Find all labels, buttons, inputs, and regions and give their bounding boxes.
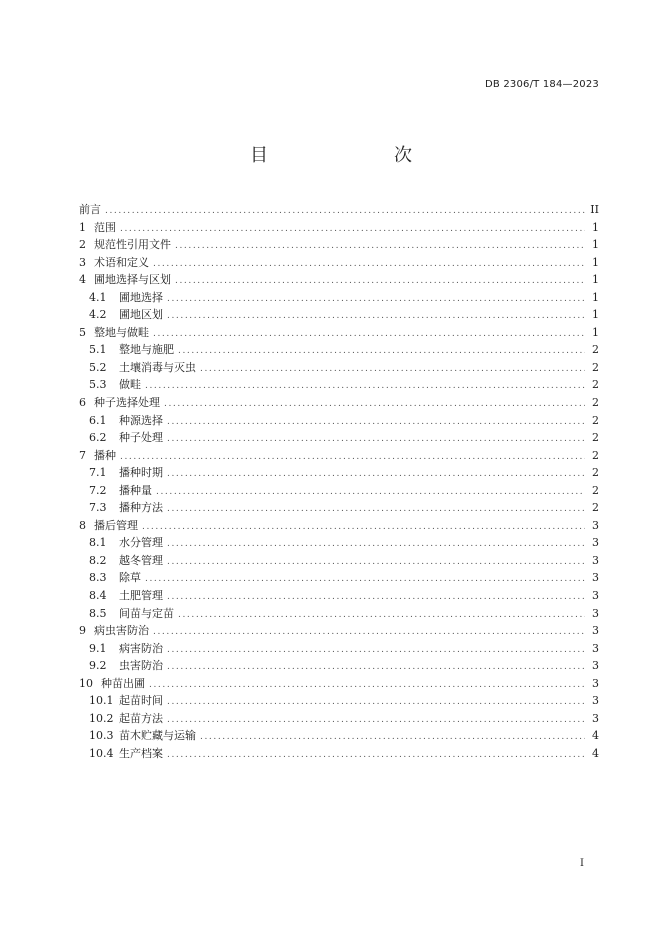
- toc-entry-label: [89, 341, 174, 359]
- toc-section-title: 病虫害防治: [94, 624, 149, 638]
- toc-dot-leader: [149, 677, 585, 695]
- toc-entry[interactable]: [79, 692, 599, 710]
- toc-page-number: 3: [592, 659, 599, 673]
- toc-entry[interactable]: [79, 236, 599, 254]
- toc-page-number: 2: [592, 396, 599, 410]
- toc-entry-label: [89, 429, 163, 447]
- toc-entry[interactable]: [79, 324, 599, 342]
- toc-entry[interactable]: [79, 517, 599, 535]
- toc-dot-leader: [167, 554, 585, 572]
- toc-section-title: 范围: [94, 220, 116, 234]
- toc-entry[interactable]: [79, 569, 599, 587]
- toc-dot-leader: [164, 396, 585, 414]
- toc-section-number: 10.3: [89, 729, 114, 743]
- toc-dot-leader: [167, 694, 585, 712]
- toc-dot-leader: [153, 326, 585, 344]
- toc-entry-label: [79, 675, 145, 693]
- toc-entry-label: [89, 534, 163, 552]
- toc-entry[interactable]: [79, 254, 599, 272]
- toc-entry-label: [89, 552, 163, 570]
- toc-section-number: 8.3: [89, 571, 107, 585]
- toc-section-number: 5.1: [89, 343, 107, 357]
- toc-section-number: 6: [79, 396, 86, 410]
- toc-dot-leader: [167, 712, 585, 730]
- toc-dot-leader: [153, 624, 585, 642]
- toc-entry[interactable]: [79, 429, 599, 447]
- toc-dot-leader: [167, 308, 585, 326]
- toc-section-number: 10: [79, 676, 93, 690]
- toc-section-title: 播种: [94, 448, 116, 462]
- toc-dot-leader: [156, 484, 585, 502]
- toc-entry[interactable]: [79, 640, 599, 658]
- toc-dot-leader: [167, 589, 585, 607]
- toc-section-title: 越冬管理: [119, 553, 163, 567]
- toc-entry[interactable]: [79, 552, 599, 570]
- toc-section-number: 5.3: [89, 378, 107, 392]
- toc-section-title: 起苗方法: [119, 711, 163, 725]
- toc-dot-leader: [167, 414, 585, 432]
- toc-entry-label: [79, 271, 171, 289]
- toc-section-number: 8.4: [89, 589, 107, 603]
- toc-page-number: 1: [592, 325, 599, 339]
- toc-section-title: 整地与施肥: [119, 343, 174, 357]
- toc-section-title: 土肥管理: [119, 589, 163, 603]
- toc-page-number: 3: [592, 676, 599, 690]
- toc-section-title: 规范性引用文件: [94, 238, 171, 252]
- toc-section-number: 7: [79, 448, 86, 462]
- toc-entry[interactable]: [79, 622, 599, 640]
- toc-page-number: 2: [592, 431, 599, 445]
- toc-entry-label: [89, 745, 163, 763]
- toc-entry-label: [89, 569, 141, 587]
- toc-dot-leader: [175, 273, 585, 291]
- toc-entry[interactable]: [79, 657, 599, 675]
- toc-entry-label: [79, 447, 116, 465]
- toc-section-title: 土壤消毒与灭虫: [119, 360, 196, 374]
- toc-page-number: 1: [592, 273, 599, 287]
- toc-section-number: 9.2: [89, 659, 107, 673]
- toc-dot-leader: [175, 238, 585, 256]
- toc-section-number: 7.3: [89, 501, 107, 515]
- toc-entry-label: [89, 376, 141, 394]
- toc-entry[interactable]: [79, 710, 599, 728]
- toc-entry-label: [89, 306, 163, 324]
- toc-entry-label: [89, 640, 163, 658]
- toc-entry[interactable]: [79, 219, 599, 237]
- toc-page-number: 1: [592, 220, 599, 234]
- toc-section-title: 除草: [119, 571, 141, 585]
- toc-section-number: 9: [79, 624, 86, 638]
- toc-entry[interactable]: [79, 359, 599, 377]
- toc-entry[interactable]: [79, 289, 599, 307]
- toc-entry[interactable]: [79, 587, 599, 605]
- toc-section-number: 10.2: [89, 711, 114, 725]
- toc-section-title: 种源选择: [119, 413, 163, 427]
- toc-section-number: 1: [79, 220, 86, 234]
- toc-entry-label: [79, 394, 160, 412]
- toc-page-number: 2: [592, 360, 599, 374]
- toc-section-title: 圃地选择与区划: [94, 273, 171, 287]
- toc-page-number: 3: [592, 641, 599, 655]
- toc-dot-leader: [120, 221, 585, 239]
- toc-section-title: 做畦: [119, 378, 141, 392]
- toc-dot-leader: [167, 501, 585, 519]
- toc-entry[interactable]: [79, 727, 599, 745]
- toc-dot-leader: [145, 378, 585, 396]
- toc-page-number: 1: [592, 238, 599, 252]
- toc-entry-label: [89, 359, 196, 377]
- toc-section-number: 7.2: [89, 483, 107, 497]
- toc-dot-leader: [178, 607, 585, 625]
- toc-page-number: 2: [592, 448, 599, 462]
- toc-entry-label: [79, 201, 101, 219]
- toc-entry[interactable]: [79, 412, 599, 430]
- toc-section-number: 5: [79, 325, 86, 339]
- toc-page-number: 1: [592, 255, 599, 269]
- toc-entry-label: [89, 482, 152, 500]
- toc-entry-label: [79, 219, 116, 237]
- toc-entry-label: [89, 499, 163, 517]
- toc-entry-label: [89, 289, 163, 307]
- toc-section-number: 8.1: [89, 536, 107, 550]
- toc-dot-leader: [167, 431, 585, 449]
- toc-page-number: 1: [592, 290, 599, 304]
- toc-dot-leader: [142, 519, 585, 537]
- toc-dot-leader: [145, 571, 585, 589]
- page-title: 目 次: [250, 145, 442, 166]
- toc-dot-leader: [167, 747, 585, 765]
- toc-entry-label: [79, 622, 149, 640]
- toc-section-number: 4: [79, 273, 86, 287]
- toc-dot-leader: [167, 642, 585, 660]
- toc-dot-leader: [167, 659, 585, 677]
- toc-entry-label: [79, 324, 149, 342]
- toc-section-number: 10.1: [89, 694, 114, 708]
- toc-page-number: 3: [592, 694, 599, 708]
- toc-entry[interactable]: [79, 482, 599, 500]
- toc-section-title: 术语和定义: [94, 255, 149, 269]
- toc-section-title: 播种量: [119, 483, 152, 497]
- toc-page-number: 3: [592, 711, 599, 725]
- toc-entry-label: [89, 464, 163, 482]
- toc-section-title: 整地与做畦: [94, 325, 149, 339]
- toc-dot-leader: [167, 466, 585, 484]
- toc-page-number: 2: [592, 466, 599, 480]
- toc-section-title: 种子选择处理: [94, 396, 160, 410]
- toc-page-number: 3: [592, 536, 599, 550]
- toc-section-number: 2: [79, 238, 86, 252]
- toc-entry-label: [89, 692, 163, 710]
- toc-section-title: 间苗与定苗: [119, 606, 174, 620]
- toc-entry-label: [89, 605, 174, 623]
- toc-section-number: 6.2: [89, 431, 107, 445]
- toc-section-number: 9.1: [89, 641, 107, 655]
- toc-section-title: 前言: [79, 203, 101, 216]
- toc-entry[interactable]: [79, 745, 599, 763]
- toc-page-number: 4: [592, 746, 599, 760]
- toc-section-title: 圃地区划: [119, 308, 163, 322]
- toc-section-title: 虫害防治: [119, 659, 163, 673]
- toc-entry-label: [79, 254, 149, 272]
- toc-dot-leader: [200, 361, 585, 379]
- toc-section-number: 4.2: [89, 308, 107, 322]
- toc-page-number: 1: [592, 308, 599, 322]
- toc-entry-label: [89, 412, 163, 430]
- toc-section-number: 3: [79, 255, 86, 269]
- toc-page-number: 3: [592, 571, 599, 585]
- toc-entry[interactable]: [79, 464, 599, 482]
- toc-section-title: 苗木贮藏与运输: [119, 729, 196, 743]
- toc-entry-label: [89, 710, 163, 728]
- toc-page-number: 2: [592, 413, 599, 427]
- toc-dot-leader: [167, 536, 585, 554]
- toc-section-title: 播种方法: [119, 501, 163, 515]
- toc-dot-leader: [167, 291, 585, 309]
- toc-section-title: 播后管理: [94, 518, 138, 532]
- toc-dot-leader: [105, 203, 585, 221]
- toc-entry-label: [89, 587, 163, 605]
- toc-page-number: 2: [592, 378, 599, 392]
- toc-page-number: 2: [592, 343, 599, 357]
- toc-dot-leader: [200, 729, 585, 747]
- toc-section-number: 7.1: [89, 466, 107, 480]
- toc-page-number: 3: [592, 589, 599, 603]
- toc-section-title: 种子处理: [119, 431, 163, 445]
- toc-dot-leader: [120, 449, 585, 467]
- toc-entry[interactable]: [79, 271, 599, 289]
- toc-section-number: 6.1: [89, 413, 107, 427]
- toc-page-number: 3: [592, 606, 599, 620]
- toc-dot-leader: [153, 256, 585, 274]
- toc-entry[interactable]: [79, 499, 599, 517]
- toc-page-number: 3: [592, 518, 599, 532]
- toc-section-title: 种苗出圃: [101, 676, 145, 690]
- toc-section-title: 生产档案: [119, 746, 163, 760]
- toc-entry[interactable]: [79, 341, 599, 359]
- toc-entry-label: [89, 727, 196, 745]
- toc-page-number: 3: [592, 624, 599, 638]
- toc-entry[interactable]: [79, 605, 599, 623]
- toc-section-title: 起苗时间: [119, 694, 163, 708]
- document-code: DB 2306/T 184—2023: [485, 79, 599, 90]
- table-of-contents: [79, 201, 599, 763]
- toc-section-number: 10.4: [89, 746, 114, 760]
- toc-entry[interactable]: [79, 675, 599, 693]
- toc-section-number: 5.2: [89, 360, 107, 374]
- toc-entry-label: [79, 236, 171, 254]
- toc-page-number: II: [590, 203, 599, 216]
- toc-section-title: 水分管理: [119, 536, 163, 550]
- toc-section-number: 8.5: [89, 606, 107, 620]
- page-number: I: [580, 858, 584, 869]
- toc-entry[interactable]: [79, 201, 599, 219]
- toc-page-number: 3: [592, 553, 599, 567]
- toc-entry[interactable]: [79, 447, 599, 465]
- toc-section-number: 8.2: [89, 553, 107, 567]
- toc-entry-label: [79, 517, 138, 535]
- toc-page-number: 4: [592, 729, 599, 743]
- toc-section-title: 圃地选择: [119, 290, 163, 304]
- toc-section-number: 8: [79, 518, 86, 532]
- toc-entry-label: [89, 657, 163, 675]
- toc-page-number: 2: [592, 483, 599, 497]
- toc-section-title: 播种时期: [119, 466, 163, 480]
- toc-page-number: 2: [592, 501, 599, 515]
- toc-dot-leader: [178, 343, 585, 361]
- toc-section-title: 病害防治: [119, 641, 163, 655]
- toc-entry[interactable]: [79, 306, 599, 324]
- toc-entry[interactable]: [79, 394, 599, 412]
- toc-section-number: 4.1: [89, 290, 107, 304]
- toc-entry[interactable]: [79, 376, 599, 394]
- toc-entry[interactable]: [79, 534, 599, 552]
